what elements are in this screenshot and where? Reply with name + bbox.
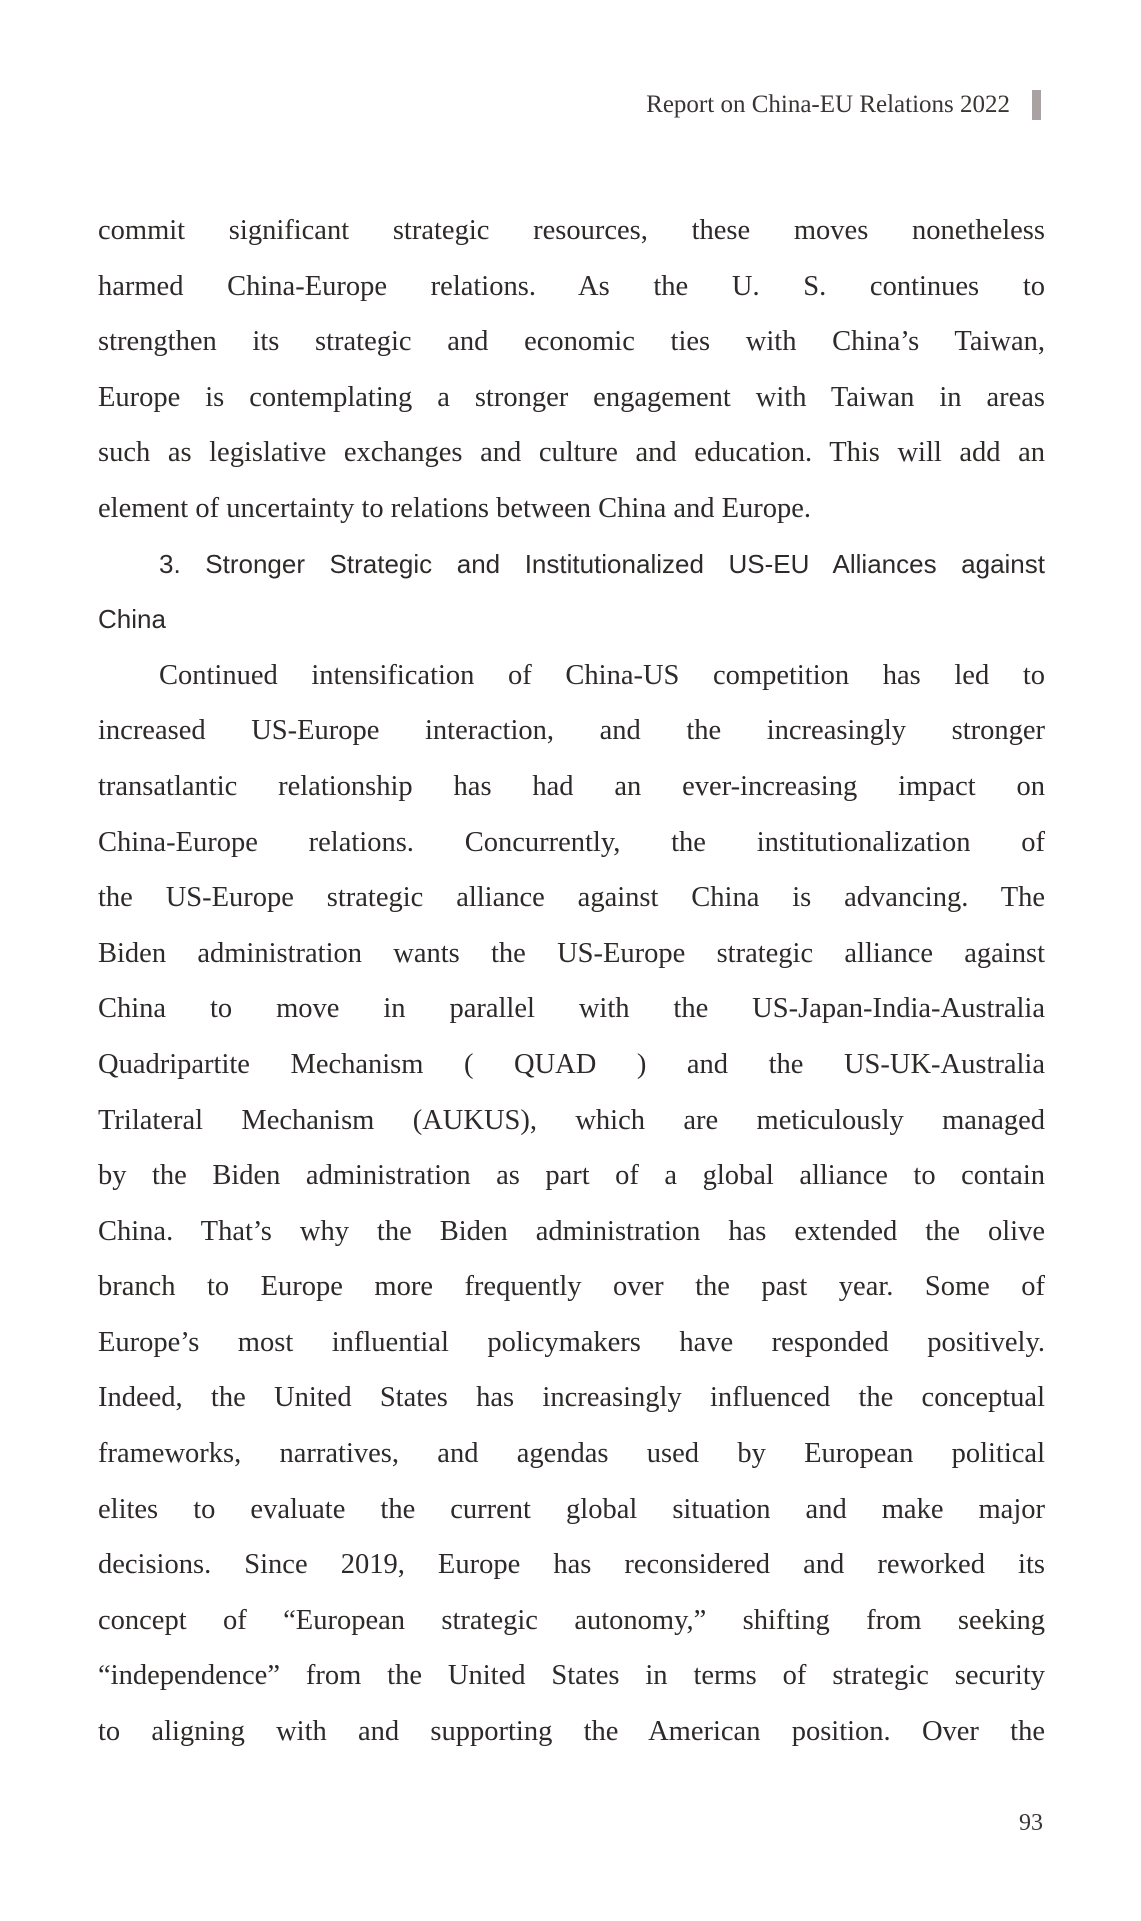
text-line: China to move in parallel with the US-Japan-India-Australia	[98, 993, 1045, 1025]
heading-line: China	[98, 604, 166, 635]
text-line: China. That’s why the Biden administration has extended the olive	[98, 1215, 1045, 1247]
text-line: strengthen its strategic and economic ties with China’s Taiwan,	[98, 326, 1045, 358]
heading-line: 3. Stronger Strategic and Institutionalized US-EU Alliances against	[159, 548, 1045, 579]
text-line: Europe is contemplating a stronger engagement with Taiwan in areas	[98, 381, 1045, 413]
text-line: increased US-Europe interaction, and the increasingly stronger	[98, 715, 1045, 747]
running-title: Report on China-EU Relations 2022	[646, 91, 1010, 118]
page-number: 93	[1019, 1810, 1043, 1836]
section-heading	[98, 537, 1045, 648]
text-line: Indeed, the United States has increasingly influenced the conceptual	[98, 1382, 1045, 1414]
text-line: Continued intensification of China-US competition has led to	[159, 659, 1045, 691]
text-line: such as legislative exchanges and culture and education. This will add an	[98, 437, 1045, 469]
text-line: branch to Europe more frequently over the past year. Some of	[98, 1271, 1045, 1303]
text-line: harmed China-Europe relations. As the U. S. continues to	[98, 270, 1045, 302]
text-line: decisions. Since 2019, Europe has reconsidered and reworked its	[98, 1549, 1045, 1581]
text-line: China-Europe relations. Concurrently, the institutionalization of	[98, 826, 1045, 858]
text-line: concept of “European strategic autonomy,” shifting from seeking	[98, 1604, 1045, 1636]
page-body	[98, 203, 1045, 1760]
text-line: Trilateral Mechanism (AUKUS), which are meticulously managed	[98, 1104, 1045, 1136]
text-line: transatlantic relationship has had an ever-increasing impact on	[98, 770, 1045, 802]
text-line: elites to evaluate the current global situation and make major	[98, 1493, 1045, 1525]
text-line: Biden administration wants the US-Europe strategic alliance against	[98, 937, 1045, 969]
text-line: Quadripartite Mechanism ( QUAD ) and the US-UK-Australia	[98, 1048, 1045, 1080]
text-line: the US-Europe strategic alliance against China is advancing. The	[98, 882, 1045, 914]
text-line: “independence” from the United States in terms of strategic security	[98, 1660, 1045, 1692]
text-line: element of uncertainty to relations between China and Europe.	[98, 492, 812, 524]
paragraph-continued	[98, 203, 1045, 537]
paragraph-main	[98, 648, 1045, 1760]
text-line: Europe’s most influential policymakers have responded positively.	[98, 1326, 1045, 1358]
running-header	[646, 90, 1041, 120]
text-line: commit significant strategic resources, these moves nonetheless	[98, 215, 1045, 246]
header-marker-bar	[1032, 90, 1041, 120]
text-line: to aligning with and supporting the American position. Over the	[98, 1716, 1045, 1748]
text-line: frameworks, narratives, and agendas used by European political	[98, 1438, 1045, 1470]
text-line: by the Biden administration as part of a global alliance to contain	[98, 1160, 1045, 1192]
